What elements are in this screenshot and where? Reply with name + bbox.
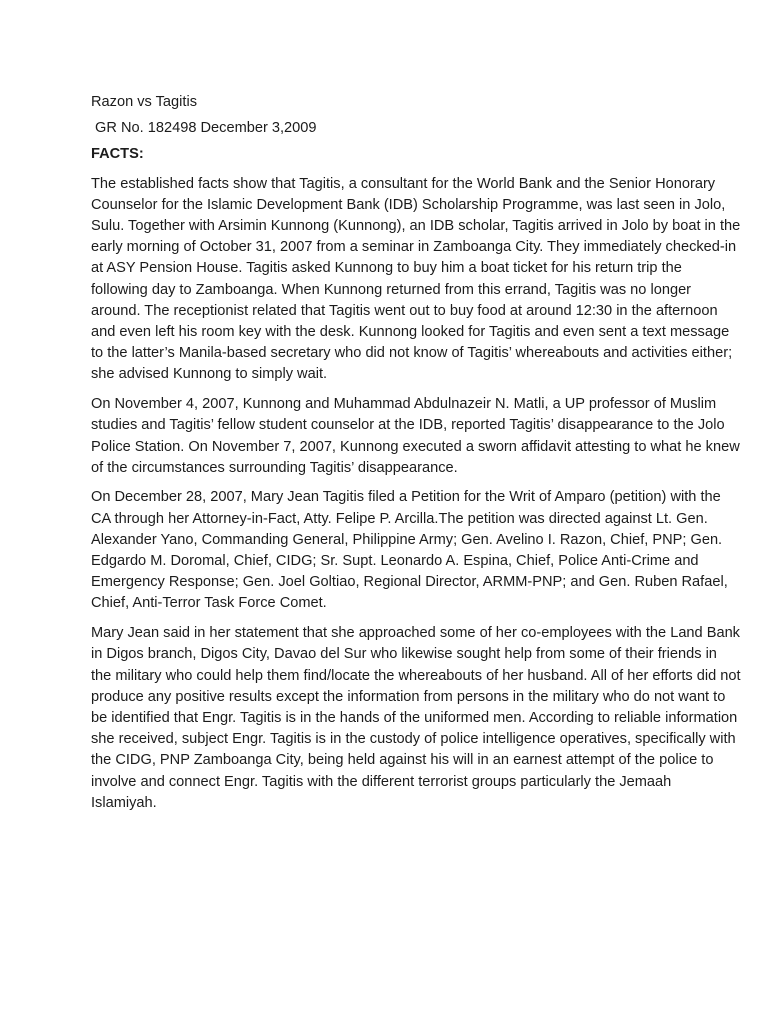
paragraph-4: Mary Jean said in her statement that she approached some of her co-employees with the Land Bank in Digos branch, Digos City, Davao del Sur who likewise sought help from some of their friends in the military who could help them find/locate the whereabouts of her husband. All of her efforts did not produce any positive results except the information from persons in the military who do not want to be identified that Engr. Tagitis is in the hands of the uniformed men. According to reliable information she received, subject Engr. Tagitis is in the custody of police intelligence operatives, specifically with the CIDG, PNP Zamboanga City, being held against his will in an earnest attempt of the police to involve and connect Engr. Tagitis with the different terrorist groups particularly the Jemaah Islamiyah. (91, 625, 741, 811)
document-page (91, 92, 741, 823)
paragraph-1: The established facts show that Tagitis, a consultant for the World Bank and the Senior Honorary Counselor for the Islamic Development Bank (IDB) Scholarship Programme, was last seen in Jolo, Sulu. Together with Arsimin Kunnong (Kunnong), an IDB scholar, Tagitis arrived in Jolo by boat in the early morning of October 31, 2007 from a seminar in Zamboanga City. They immediately checked-in at ASY Pension House. Tagitis asked Kunnong to buy him a boat ticket for his return trip the following day to Zamboanga. When Kunnong returned from this errand, Tagitis was no longer around. The receptionist related that Tagitis went out to buy food at around 12:30 in the afternoon and even left his room key with the desk. Kunnong looked for Tagitis and even sent a text message to the latter’s Manila-based secretary who did not know of Tagitis’ whereabouts and activities either; she advised Kunnong to simply wait. (91, 175, 741, 383)
document-title: Razon vs Tagitis (91, 94, 197, 110)
paragraph-2: On November 4, 2007, Kunnong and Muhammad Abdulnazeir N. Matli, a UP professor of Muslim studies and Tagitis’ fellow student counselor at the IDB, reported Tagitis’ disappearance to the Jolo Police Station. On November 7, 2007, Kunnong executed a sworn affidavit attesting to what he knew of the circumstances surrounding Tagitis’ disappearance. (91, 396, 740, 476)
paragraph-3: On December 28, 2007, Mary Jean Tagitis filed a Petition for the Writ of Amparo (petition) with the CA through her Attorney-in-Fact, Atty. Felipe P. Arcilla.The petition was directed against Lt. Gen. Alexander Yano, Commanding General, Philippine Army; Gen. Avelino I. Razon, Chief, PNP; Gen. Edgardo M. Doromal, Chief, CIDG; Sr. Supt. Leonardo A. Espina, Chief, Police Anti-Crime and Emergency Response; Gen. Joel Goltiao, Regional Director, ARMM-PNP; and Gen. Ruben Rafael, Chief, Anti-Terror Task Force Comet. (91, 489, 728, 612)
case-number: GR No. 182498 December 3,2009 (91, 120, 317, 137)
section-heading-facts: FACTS: (91, 146, 144, 163)
